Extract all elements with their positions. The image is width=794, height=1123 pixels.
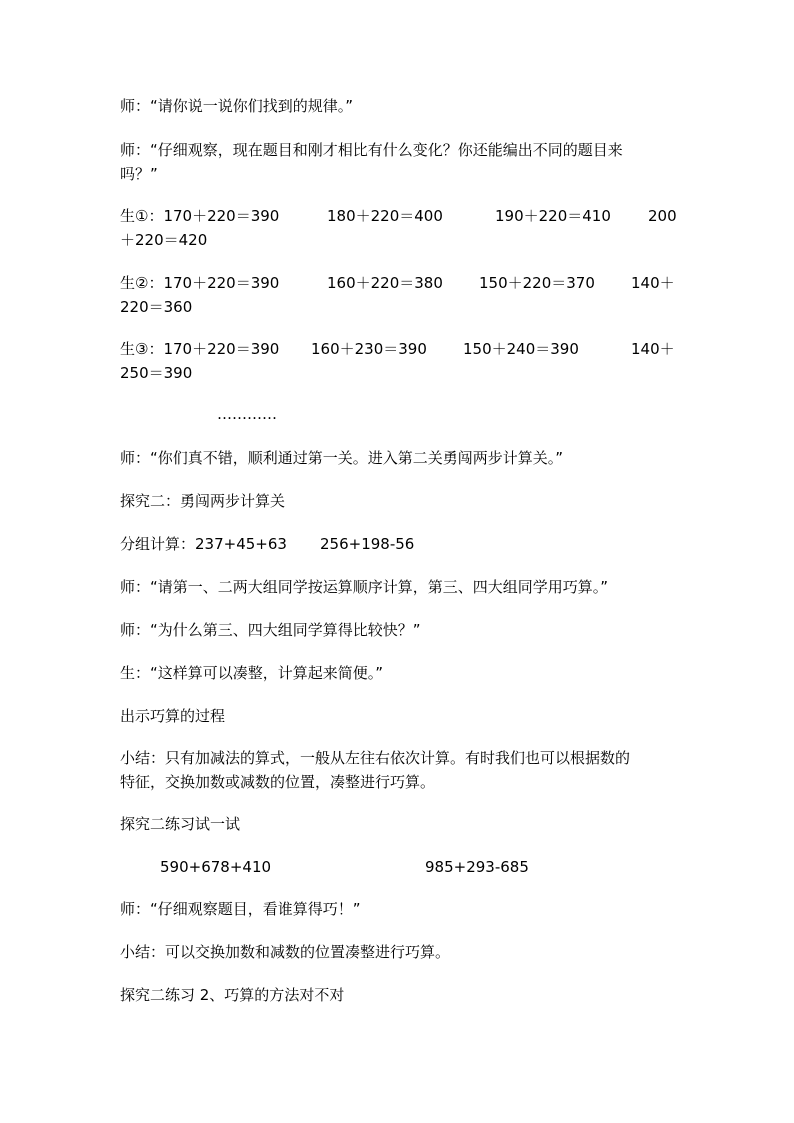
student-3-equations [120,337,680,385]
student-2-eq-4a: 140＋ [631,274,675,292]
teacher-line-change [120,138,680,183]
teacher-line-change-1: 师：“仔细观察，现在题目和刚才相比有什么变化？你还能编出不同的题目来 [120,141,623,159]
teacher-line-instruction: 师：“请第一、二两大组同学按运算顺序计算，第三、四大组同学用巧算。” [120,578,609,596]
summary-1-line-1: 小结：只有加减法的算式，一般从左往右依次计算。有时我们也可以根据数的 [120,749,631,767]
student-1-eq-1: 生①：170＋220＝390 [120,207,280,225]
section-title-explore-2: 探究二：勇闯两步计算关 [120,492,286,510]
teacher-line-observe: 师：“仔细观察题目，看谁算得巧！” [120,900,361,918]
student-3-eq-4a: 140＋ [631,340,675,358]
student-2-eq-3: 150＋220＝370 [479,274,595,292]
teacher-line-praise: 师：“你们真不错，顺利通过第一关。进入第二关勇闯两步计算关。” [120,449,564,467]
student-3-eq-1: 生③：170＋220＝390 [120,340,280,358]
teacher-line-why: 师：“为什么第三、四大组同学算得比较快？” [120,621,421,639]
student-1-equations [120,204,680,252]
student-1-eq-3: 190＋220＝410 [495,207,611,225]
student-3-eq-2: 160＋230＝390 [311,340,427,358]
student-2-equations [120,271,680,319]
summary-paragraph-1 [120,746,680,791]
practice-2-title: 探究二练习 2、巧算的方法对不对 [120,986,345,1004]
student-2-eq-1: 生②：170＋220＝390 [120,274,280,292]
ellipsis-dots: ………… [217,405,277,423]
practice-expr-1: 590+678+410 [160,858,272,876]
practice-expr-2: 985+293-685 [425,858,529,876]
show-process-line: 出示巧算的过程 [120,707,226,725]
practice-title: 探究二练习试一试 [120,815,241,833]
student-2-eq-2: 160＋220＝380 [327,274,443,292]
group-calc-expr-1: 分组计算：237+45+63 [120,535,287,553]
student-1-eq-4b: ＋220＝420 [120,231,208,249]
summary-paragraph-2: 小结：可以交换加数和减数的位置凑整进行巧算。 [120,943,451,961]
student-1-eq-2: 180＋220＝400 [327,207,443,225]
student-2-eq-4b: 220＝360 [120,298,193,316]
summary-1-line-2: 特征，交换加数或减数的位置，凑整进行巧算。 [120,773,436,791]
teacher-line-rule: 师：“请你说一说你们找到的规律。” [120,97,354,115]
student-1-eq-4a: 200 [648,207,677,225]
student-3-eq-4b: 250＝390 [120,364,193,382]
student-3-eq-3: 150＋240＝390 [463,340,579,358]
group-calc-expr-2: 256+198-56 [320,535,415,553]
teacher-line-change-2: 吗？” [120,165,158,183]
student-line-answer: 生：“这样算可以凑整，计算起来简便。” [120,664,384,682]
